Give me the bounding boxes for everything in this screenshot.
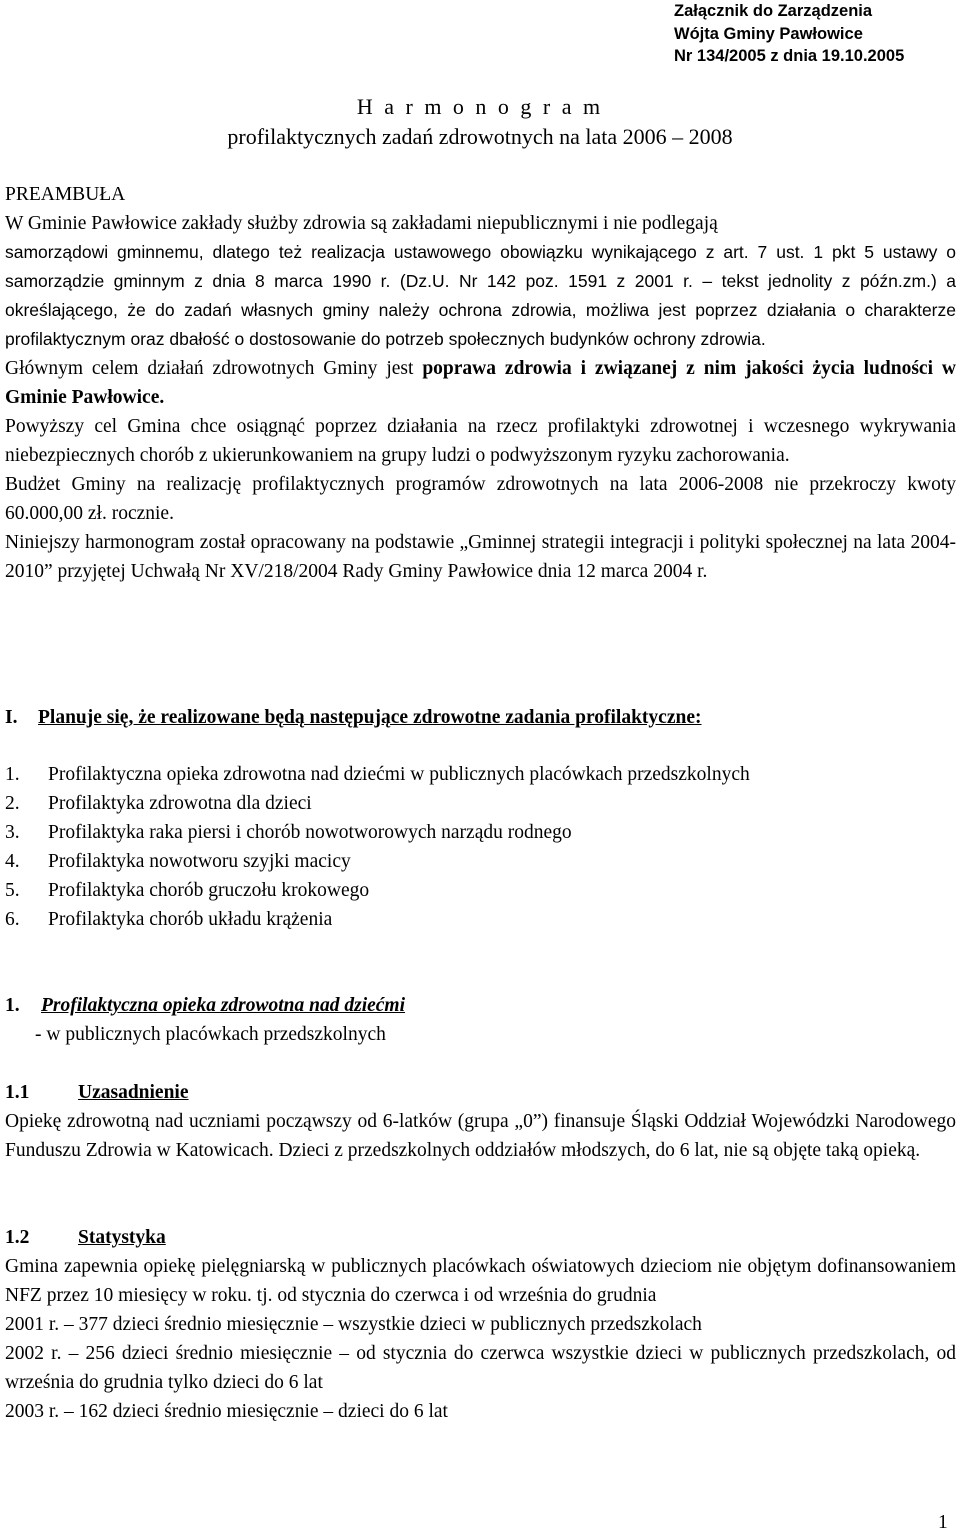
list-item-number: 3. — [5, 822, 20, 843]
annex-header — [674, 0, 960, 68]
subsection-1-2 — [5, 1223, 956, 1426]
page-number: 1 — [938, 1512, 948, 1533]
annex-line-1: Załącznik do Zarządzenia — [674, 2, 873, 20]
list-item — [5, 789, 956, 818]
document-title: H a r m o n o g r a m — [356, 94, 604, 119]
subsection-1-1-heading — [5, 1078, 956, 1107]
list-item — [5, 818, 956, 847]
task-one-heading — [5, 991, 956, 1020]
task-one-number: 1. — [5, 995, 20, 1016]
list-item-text: Profilaktyka chorób gruczołu krokowego — [48, 880, 370, 901]
annex-line-2: Wójta Gminy Pawłowice — [674, 24, 863, 43]
preamble-paragraph-5: Niniejszy harmonogram został opracowany na podstawie „Gminnej strategii integracji i polityki społecznej na lata 2004-2010” przyjętej Uchwałą Nr XV/218/2004 Rady Gminy Pawłowice dnia 12 marca 2004 r. — [5, 532, 956, 582]
statistic-2002: 2002 r. – 256 dzieci średnio miesięcznie – od stycznia do czerwca wszystkie dzieci w publicznych przedszkolach, od września do grudnia tylko dzieci do 6 lat — [5, 1343, 956, 1393]
list-item-text: Profilaktyka chorób układu krążenia — [48, 909, 333, 930]
subsection-1-1-text: Opiekę zdrowotną nad uczniami począwszy od 6-latków (grupa „0”) finansuje Śląski Oddział Wojewódzki Narodowego Funduszu Zdrowia w Katowicach. Dzieci z przedszkolnych oddziałów młodszych, do 6 lat, nie są objęte taką opieką. — [5, 1111, 956, 1161]
section-one-heading — [5, 703, 956, 732]
list-item-text: Profilaktyka zdrowotna dla dzieci — [48, 793, 312, 814]
section-one — [5, 703, 956, 732]
list-item — [5, 905, 956, 934]
list-item — [5, 847, 956, 876]
statistic-2003: 2003 r. – 162 dzieci średnio miesięcznie – dzieci do 6 lat — [5, 1401, 448, 1422]
preamble-section — [5, 180, 956, 586]
document-subtitle: profilaktycznych zadań zdrowotnych na lata 2006 – 2008 — [227, 124, 733, 149]
list-item-number: 1. — [5, 764, 20, 785]
subsection-1-1-title: Uzasadnienie — [78, 1082, 189, 1103]
task-list-section — [5, 760, 956, 934]
preamble-paragraph-3: Powyższy cel Gmina chce osiągnąć poprzez działania na rzecz profilaktyki zdrowotnej i wczesnego wykrywania niebezpiecznych chorób z ukierunkowaniem na grupy ludzi o podwyższonym ryzyku zachorowania. — [5, 416, 956, 466]
statistic-2001: 2001 r. – 377 dzieci średnio miesięcznie – wszystkie dzieci w publicznych przedszkolach — [5, 1314, 702, 1335]
list-item — [5, 760, 956, 789]
annex-line-3: Nr 134/2005 z dnia 19.10.2005 — [674, 47, 905, 65]
subsection-1-1-number: 1.1 — [5, 1082, 30, 1103]
preamble-heading: PREAMBUŁA — [5, 184, 126, 205]
preamble-line-1: W Gminie Pawłowice zakłady służby zdrowia są zakładami niepublicznymi i nie podlegają — [5, 213, 718, 234]
task-one-subtitle: - w publicznych placówkach przedszkolnych — [35, 1024, 386, 1045]
list-item-number: 4. — [5, 851, 20, 872]
section-one-numeral: I. — [5, 707, 18, 728]
list-item-text: Profilaktyka raka piersi i chorób nowotworowych narządu rodnego — [48, 822, 572, 843]
subsection-1-2-heading — [5, 1223, 956, 1252]
task-list — [5, 760, 956, 934]
preamble-paragraph-1: samorządowi gminnemu, dlatego też realizacja ustawowego obowiązku wynikającego z art. 7 ust. 1 pkt 5 ustawy o samorządzie gminnym z dnia 8 marca 1990 r. (Dz.U. Nr 142 poz. 1591 z 2001 r. – tekst jednolity z późn.zm.) a określającego, że do zadań własnych gminy należy ochrona zdrowia, możliwa jest poprzez działania o charakterze profilaktycznym oraz dbałość o dostosowanie do potrzeb społecznych budynków ochrony zdrowia. — [5, 242, 956, 349]
section-one-title: Planuje się, że realizowane będą następujące zdrowotne zadania profilaktyczne: — [38, 707, 702, 728]
task-one-title: Profilaktyczna opieka zdrowotna nad dziećmi — [41, 995, 406, 1016]
preamble-paragraph-4: Budżet Gminy na realizację profilaktycznych programów zdrowotnych na lata 2006-2008 nie przekroczy kwoty 60.000,00 zł. rocznie. — [5, 474, 956, 524]
preamble-goal-intro: Głównym celem działań zdrowotnych Gminy jest — [5, 358, 423, 379]
subsection-1-2-number: 1.2 — [5, 1227, 30, 1248]
list-item-number: 5. — [5, 880, 20, 901]
subsection-1-1 — [5, 1078, 956, 1165]
task-one-heading-block — [5, 991, 956, 1049]
subsection-1-2-text: Gmina zapewnia opiekę pielęgniarską w publicznych placówkach oświatowych dzieciom nie objętym dofinansowaniem NFZ przez 10 miesięcy w roku. tj. od stycznia do czerwca i od września do grudnia — [5, 1256, 956, 1306]
list-item-text: Profilaktyczna opieka zdrowotna nad dziećmi w publicznych placówkach przedszkolnych — [48, 764, 750, 785]
list-item-number: 6. — [5, 909, 20, 930]
preamble-paragraph-2 — [5, 354, 956, 412]
list-item-text: Profilaktyka nowotworu szyjki macicy — [48, 851, 351, 872]
preamble-goal-bold: poprawa zdrowia i związanej z nim jakości życia ludności w Gminie Pawłowice. — [5, 358, 956, 408]
list-item — [5, 876, 956, 905]
list-item-number: 2. — [5, 793, 20, 814]
subsection-1-2-title: Statystyka — [78, 1227, 166, 1248]
